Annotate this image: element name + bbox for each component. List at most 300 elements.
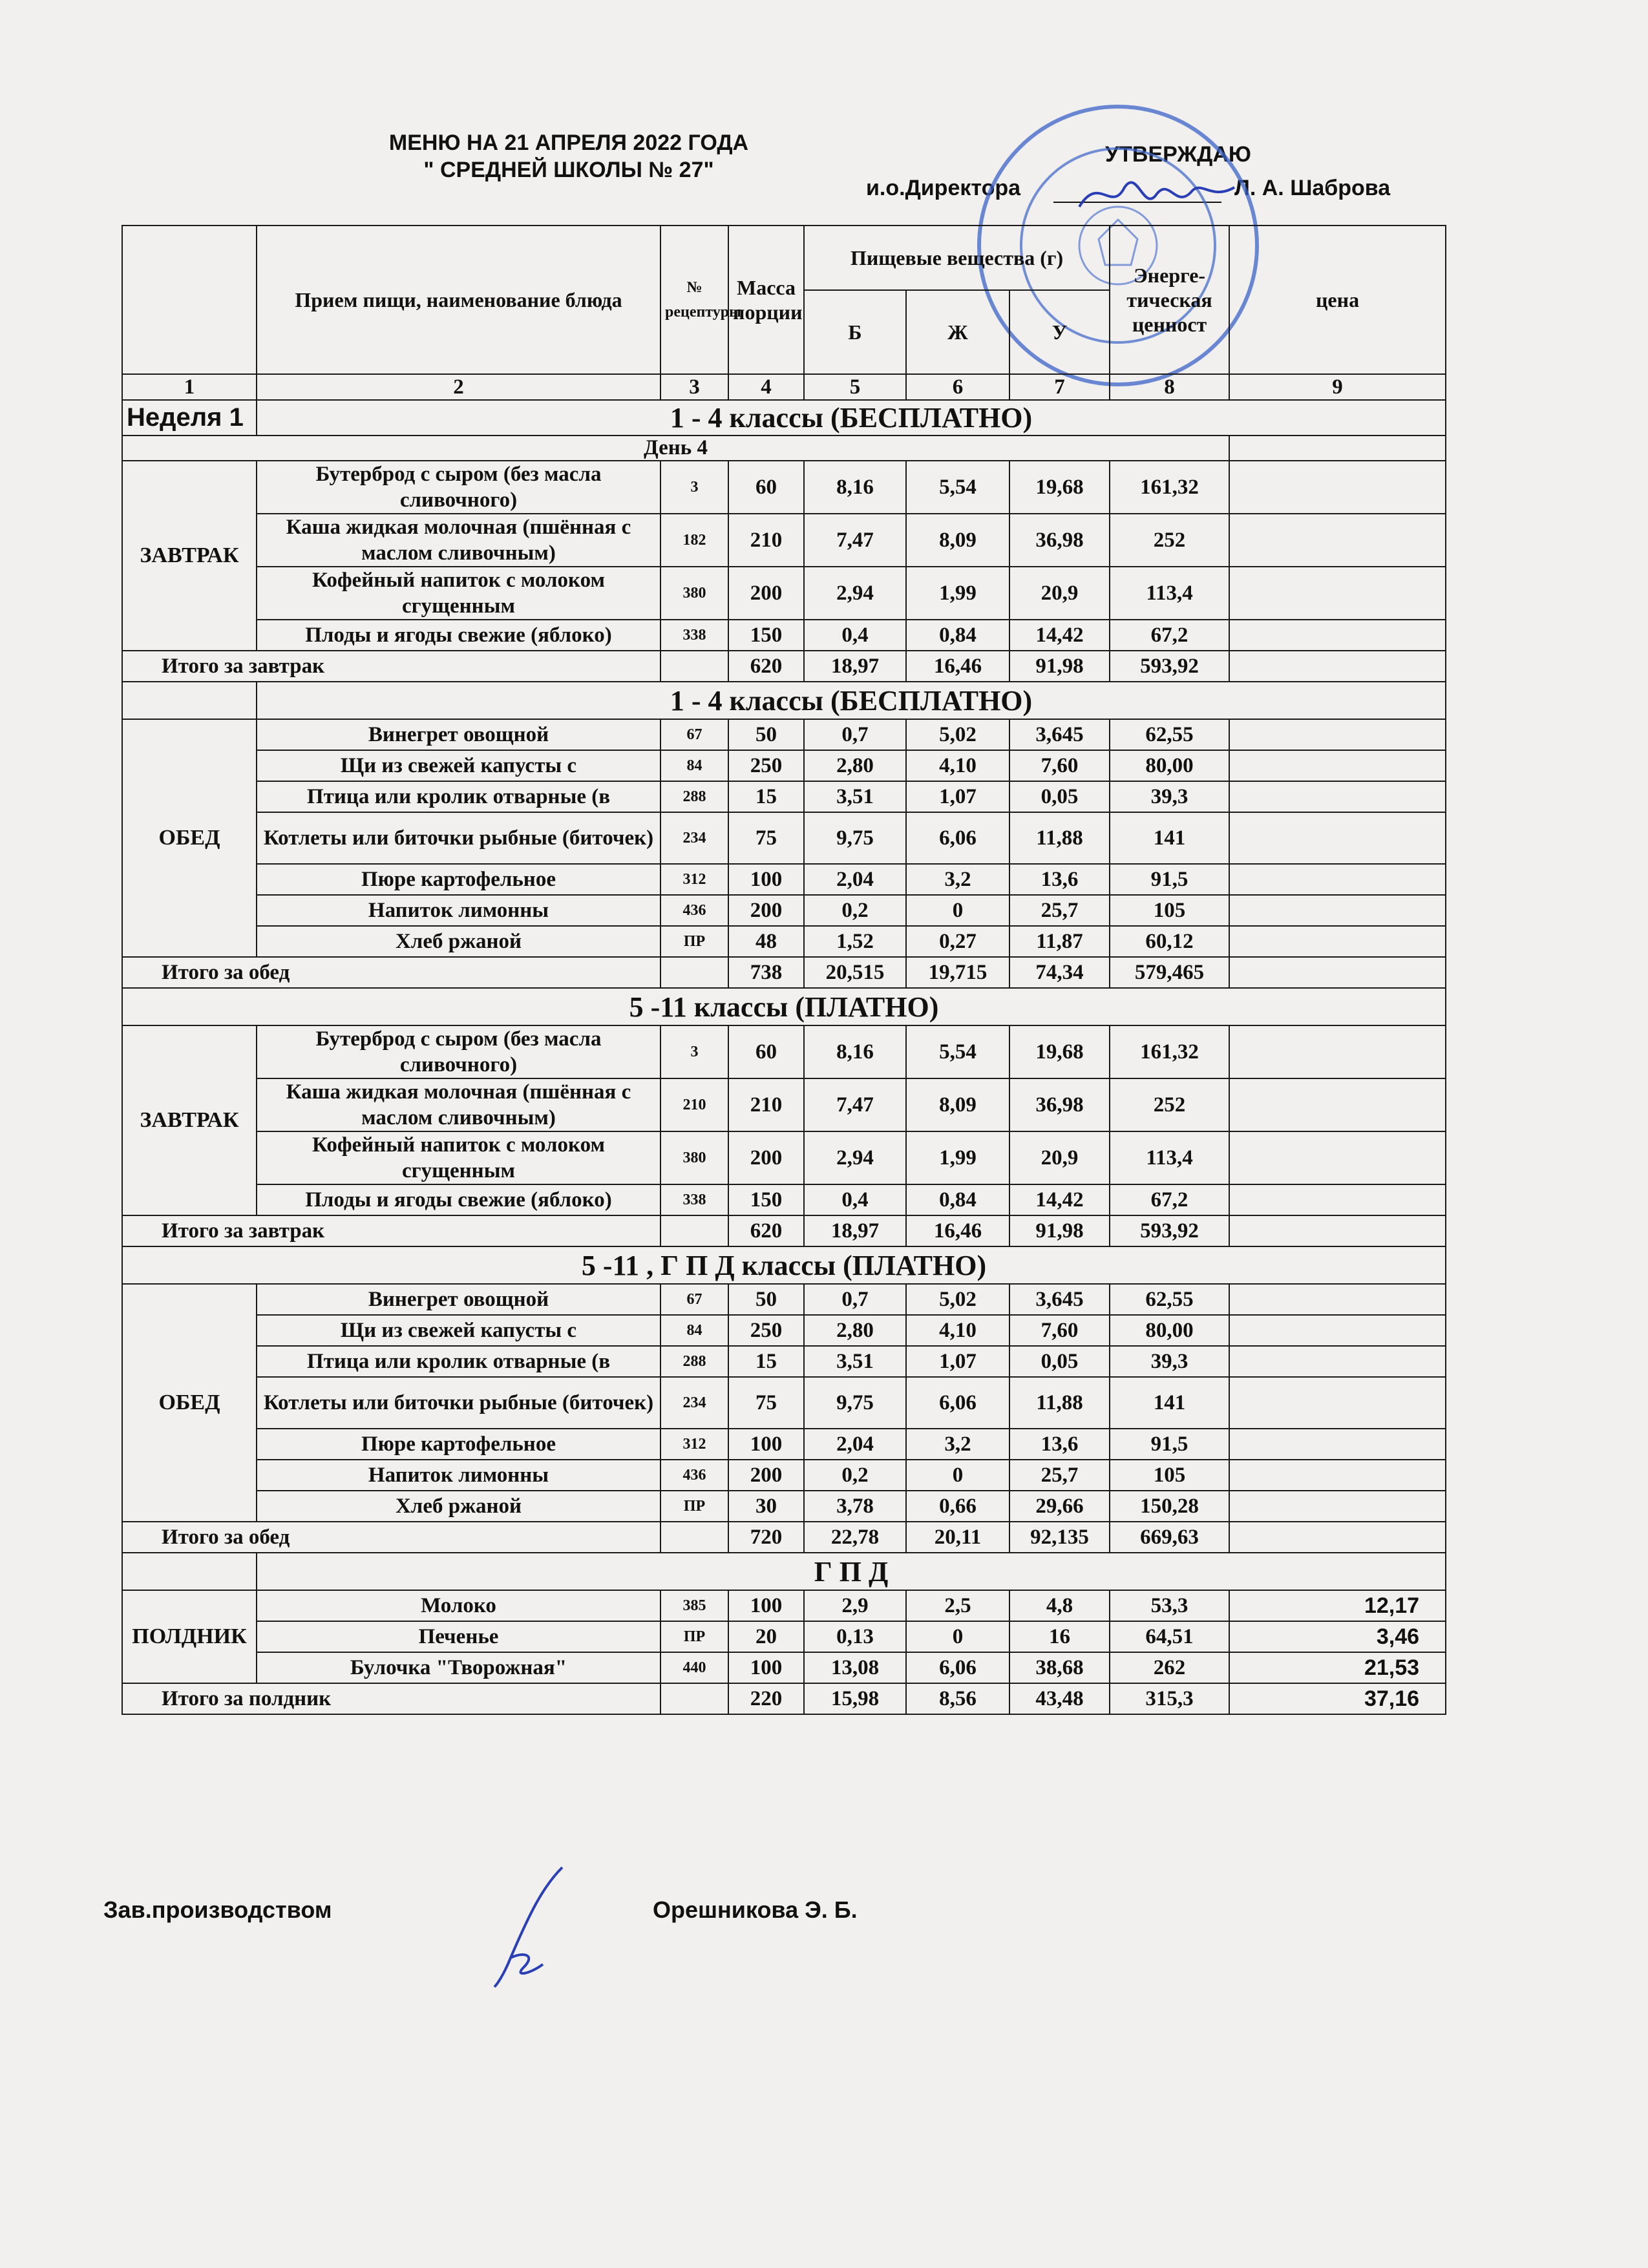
column-number: 7 [1009,374,1110,400]
total-u: 91,98 [1009,1215,1110,1246]
value-u: 14,42 [1009,1184,1110,1215]
price-value: 21,53 [1229,1652,1446,1683]
value-zh: 0,27 [906,926,1009,957]
value-zh: 5,02 [906,719,1009,750]
value-zh: 8,09 [906,1078,1009,1131]
value-zh: 4,10 [906,750,1009,781]
value-mass: 200 [728,1131,804,1184]
table-row [122,812,1446,864]
meal-label: ПОЛДНИК [122,1590,257,1683]
value-mass: 150 [728,620,804,651]
total-label: Итого за завтрак [122,651,660,682]
recipe-number: 210 [660,1078,728,1131]
total-label: Итого за обед [122,1522,660,1553]
dish-name: Бутерброд с сыром (без масла сливочного) [257,461,660,514]
recipe-number: 67 [660,719,728,750]
document-title [336,129,801,184]
price-empty [1229,1215,1446,1246]
recipe-number: 288 [660,1346,728,1377]
recipe-number: 338 [660,1184,728,1215]
empty-cell [122,682,257,719]
total-mass: 620 [728,1215,804,1246]
price-empty [1229,1377,1446,1429]
price-empty [1229,864,1446,895]
section-row [122,1553,1446,1590]
price-empty [1229,1429,1446,1460]
recipe-number: 67 [660,1284,728,1315]
table-row [122,1315,1446,1346]
table-row [122,1460,1446,1491]
empty-cell [660,651,728,682]
dish-name: Кофейный напиток с молоком сгущенным [257,1131,660,1184]
dish-name: Птица или кролик отварные (в [257,1346,660,1377]
value-u: 7,60 [1009,1315,1110,1346]
total-label: Итого за полдник [122,1683,660,1714]
value-mass: 200 [728,1460,804,1491]
empty-cell [1229,436,1446,461]
value-kcal: 105 [1110,1460,1229,1491]
meal-label: ОБЕД [122,1284,257,1522]
value-mass: 50 [728,1284,804,1315]
column-number: 3 [660,374,728,400]
dish-name: Щи из свежей капусты с [257,1315,660,1346]
value-kcal: 62,55 [1110,719,1229,750]
total-mass: 220 [728,1683,804,1714]
recipe-number: 3 [660,1025,728,1078]
row-header-spacer [122,226,257,374]
price-empty [1229,651,1446,682]
recipe-number: 380 [660,567,728,620]
total-zh: 19,715 [906,957,1009,988]
total-kcal: 579,465 [1110,957,1229,988]
total-zh: 16,46 [906,1215,1009,1246]
total-row [122,1683,1446,1714]
table-row [122,750,1446,781]
value-zh: 0,84 [906,1184,1009,1215]
week-label: Неделя 1 [122,400,257,436]
value-b: 1,52 [804,926,906,957]
table-row [122,926,1446,957]
value-mass: 150 [728,1184,804,1215]
value-u: 11,88 [1009,1377,1110,1429]
total-b: 18,97 [804,1215,906,1246]
value-mass: 48 [728,926,804,957]
dish-name: Булочка "Творожная" [257,1652,660,1683]
dish-name: Винегрет овощной [257,719,660,750]
value-kcal: 67,2 [1110,620,1229,651]
total-mass: 620 [728,651,804,682]
table-row [122,1184,1446,1215]
value-mass: 60 [728,1025,804,1078]
value-b: 2,04 [804,1429,906,1460]
table-row [122,1429,1446,1460]
recipe-number: 338 [660,620,728,651]
day-row [122,436,1446,461]
value-mass: 20 [728,1621,804,1652]
value-zh: 0 [906,1621,1009,1652]
value-kcal: 91,5 [1110,1429,1229,1460]
total-kcal: 315,3 [1110,1683,1229,1714]
value-b: 0,7 [804,1284,906,1315]
table-row [122,1131,1446,1184]
col-dish-header: Прием пищи, наименование блюда [257,226,660,374]
value-kcal: 64,51 [1110,1621,1229,1652]
dish-name: Печенье [257,1621,660,1652]
dish-name: Каша жидкая молочная (пшённая с маслом сливочным) [257,514,660,567]
price-empty [1229,926,1446,957]
dish-name: Плоды и ягоды свежие (яблоко) [257,620,660,651]
empty-cell [660,1683,728,1714]
value-u: 0,05 [1009,1346,1110,1377]
total-mass: 738 [728,957,804,988]
table-row [122,1491,1446,1522]
value-zh: 4,10 [906,1315,1009,1346]
value-u: 14,42 [1009,620,1110,651]
col-energy-header: Энерге-тическая ценност [1110,226,1229,374]
price-empty [1229,1025,1446,1078]
price-empty [1229,1491,1446,1522]
value-mass: 210 [728,514,804,567]
col-nutrients-header: Пищевые вещества (г) [804,226,1110,290]
price-empty [1229,1131,1446,1184]
week-row [122,400,1446,436]
value-u: 29,66 [1009,1491,1110,1522]
meal-label: ЗАВТРАК [122,1025,257,1215]
value-zh: 5,54 [906,1025,1009,1078]
value-b: 0,13 [804,1621,906,1652]
director-title: и.о.Директора [866,176,1021,200]
value-b: 2,80 [804,750,906,781]
col-mass-header: Масса порции [728,226,804,374]
value-zh: 1,07 [906,781,1009,812]
empty-cell [660,1522,728,1553]
value-mass: 200 [728,895,804,926]
value-kcal: 39,3 [1110,781,1229,812]
value-kcal: 252 [1110,1078,1229,1131]
value-u: 13,6 [1009,1429,1110,1460]
total-b: 15,98 [804,1683,906,1714]
value-b: 9,75 [804,1377,906,1429]
price-empty [1229,812,1446,864]
value-kcal: 60,12 [1110,926,1229,957]
value-b: 2,04 [804,864,906,895]
table-row [122,1346,1446,1377]
price-empty [1229,1346,1446,1377]
value-kcal: 113,4 [1110,1131,1229,1184]
col-price-header: цена [1229,226,1446,374]
value-zh: 6,06 [906,812,1009,864]
price-empty [1229,1522,1446,1553]
footer-name: Орешникова Э. Б. [653,1896,858,1923]
value-mass: 15 [728,781,804,812]
table-row [122,719,1446,750]
col-zh-header: Ж [906,290,1009,374]
total-row [122,957,1446,988]
total-label: Итого за завтрак [122,1215,660,1246]
value-kcal: 150,28 [1110,1491,1229,1522]
price-value: 12,17 [1229,1590,1446,1621]
column-number: 1 [122,374,257,400]
value-mass: 75 [728,1377,804,1429]
total-b: 18,97 [804,651,906,682]
dish-name: Котлеты или биточки рыбные (биточек) [257,812,660,864]
value-zh: 6,06 [906,1652,1009,1683]
price-empty [1229,567,1446,620]
dish-name: Щи из свежей капусты с [257,750,660,781]
total-u: 91,98 [1009,651,1110,682]
recipe-number: 440 [660,1652,728,1683]
value-zh: 1,07 [906,1346,1009,1377]
col-b-header: Б [804,290,906,374]
value-kcal: 141 [1110,1377,1229,1429]
table-row [122,620,1446,651]
section-heading: Г П Д [257,1553,1446,1590]
value-mass: 75 [728,812,804,864]
total-b: 20,515 [804,957,906,988]
value-u: 25,7 [1009,1460,1110,1491]
value-u: 4,8 [1009,1590,1110,1621]
column-number: 5 [804,374,906,400]
value-b: 2,80 [804,1315,906,1346]
footer-position: Зав.производством [103,1896,332,1923]
value-u: 36,98 [1009,1078,1110,1131]
price-empty [1229,514,1446,567]
dish-name: Винегрет овощной [257,1284,660,1315]
title-line-2: " СРЕДНЕЙ ШКОЛЫ № 27" [423,158,714,182]
table-row [122,1621,1446,1652]
dish-name: Напиток лимонны [257,895,660,926]
value-zh: 0,66 [906,1491,1009,1522]
value-zh: 2,5 [906,1590,1009,1621]
value-kcal: 80,00 [1110,750,1229,781]
value-u: 7,60 [1009,750,1110,781]
table-row [122,1284,1446,1315]
column-number: 9 [1229,374,1446,400]
table-row [122,1590,1446,1621]
value-mass: 210 [728,1078,804,1131]
value-zh: 1,99 [906,567,1009,620]
value-mass: 100 [728,1590,804,1621]
dish-name: Каша жидкая молочная (пшённая с маслом сливочным) [257,1078,660,1131]
value-kcal: 252 [1110,514,1229,567]
title-line-1: МЕНЮ НА 21 АПРЕЛЯ 2022 ГОДА [388,131,749,155]
col-u-header: У [1009,290,1110,374]
value-mass: 250 [728,750,804,781]
value-mass: 15 [728,1346,804,1377]
column-number: 4 [728,374,804,400]
value-mass: 100 [728,1652,804,1683]
value-b: 8,16 [804,461,906,514]
recipe-number: 234 [660,812,728,864]
dish-name: Хлеб ржаной [257,926,660,957]
value-mass: 50 [728,719,804,750]
total-row [122,651,1446,682]
value-zh: 5,54 [906,461,1009,514]
value-b: 2,94 [804,1131,906,1184]
section-heading: 5 -11 классы (ПЛАТНО) [122,988,1446,1025]
value-b: 13,08 [804,1652,906,1683]
meal-label: ЗАВТРАК [122,461,257,651]
column-numbers-row [122,374,1446,400]
column-number: 2 [257,374,660,400]
value-mass: 30 [728,1491,804,1522]
header-row [122,226,1446,290]
approve-label: УТВЕРЖДАЮ [1105,142,1251,167]
value-kcal: 67,2 [1110,1184,1229,1215]
recipe-number: 312 [660,1429,728,1460]
value-u: 20,9 [1009,567,1110,620]
dish-name: Птица или кролик отварные (в [257,781,660,812]
empty-cell [660,957,728,988]
recipe-number: 385 [660,1590,728,1621]
section-row [122,988,1446,1025]
section-row [122,682,1446,719]
price-empty [1229,620,1446,651]
dish-name: Котлеты или биточки рыбные (биточек) [257,1377,660,1429]
dish-name: Бутерброд с сыром (без масла сливочного) [257,1025,660,1078]
table-row [122,864,1446,895]
dish-name: Кофейный напиток с молоком сгущенным [257,567,660,620]
value-u: 19,68 [1009,461,1110,514]
total-mass: 720 [728,1522,804,1553]
total-kcal: 593,92 [1110,651,1229,682]
meal-label: ОБЕД [122,719,257,957]
price-empty [1229,1078,1446,1131]
section-heading: 1 - 4 классы (БЕСПЛАТНО) [257,400,1446,436]
manager-signature-icon [485,1861,575,1990]
total-u: 92,135 [1009,1522,1110,1553]
column-number: 6 [906,374,1009,400]
dish-name: Хлеб ржаной [257,1491,660,1522]
recipe-number: 182 [660,514,728,567]
director-signature-icon [1073,162,1241,226]
empty-cell [122,1553,257,1590]
total-zh: 20,11 [906,1522,1009,1553]
value-zh: 1,99 [906,1131,1009,1184]
value-kcal: 161,32 [1110,1025,1229,1078]
dish-name: Пюре картофельное [257,864,660,895]
value-b: 9,75 [804,812,906,864]
table-row [122,1652,1446,1683]
value-zh: 8,09 [906,514,1009,567]
section-heading: 1 - 4 классы (БЕСПЛАТНО) [257,682,1446,719]
recipe-number: 84 [660,1315,728,1346]
value-b: 0,2 [804,1460,906,1491]
value-zh: 3,2 [906,1429,1009,1460]
value-u: 36,98 [1009,514,1110,567]
total-zh: 16,46 [906,651,1009,682]
price-empty [1229,1284,1446,1315]
price-empty [1229,461,1446,514]
value-u: 16 [1009,1621,1110,1652]
value-u: 11,87 [1009,926,1110,957]
recipe-number: 312 [660,864,728,895]
recipe-number: 436 [660,895,728,926]
table-row [122,781,1446,812]
dish-name: Пюре картофельное [257,1429,660,1460]
column-number: 8 [1110,374,1229,400]
total-zh: 8,56 [906,1683,1009,1714]
value-u: 19,68 [1009,1025,1110,1078]
recipe-number: 288 [660,781,728,812]
recipe-number: ПР [660,1621,728,1652]
day-label: День 4 [122,436,1229,461]
value-u: 25,7 [1009,895,1110,926]
value-u: 20,9 [1009,1131,1110,1184]
value-zh: 0 [906,895,1009,926]
value-b: 0,7 [804,719,906,750]
value-kcal: 91,5 [1110,864,1229,895]
recipe-number: 84 [660,750,728,781]
total-label: Итого за обед [122,957,660,988]
price-empty [1229,781,1446,812]
price-empty [1229,957,1446,988]
dish-name: Молоко [257,1590,660,1621]
value-b: 3,51 [804,781,906,812]
value-kcal: 161,32 [1110,461,1229,514]
menu-table [121,225,1446,1715]
value-b: 2,94 [804,567,906,620]
recipe-number: ПР [660,1491,728,1522]
recipe-number: 436 [660,1460,728,1491]
value-u: 0,05 [1009,781,1110,812]
table-row [122,895,1446,926]
price-empty [1229,719,1446,750]
value-b: 7,47 [804,1078,906,1131]
price-value: 3,46 [1229,1621,1446,1652]
price-empty [1229,750,1446,781]
total-price: 37,16 [1229,1683,1446,1714]
recipe-number: ПР [660,926,728,957]
dish-name: Плоды и ягоды свежие (яблоко) [257,1184,660,1215]
value-b: 7,47 [804,514,906,567]
value-kcal: 262 [1110,1652,1229,1683]
empty-cell [660,1215,728,1246]
value-kcal: 113,4 [1110,567,1229,620]
value-b: 0,2 [804,895,906,926]
table-row [122,514,1446,567]
total-u: 43,48 [1009,1683,1110,1714]
value-b: 3,78 [804,1491,906,1522]
total-row [122,1215,1446,1246]
value-zh: 0 [906,1460,1009,1491]
value-b: 2,9 [804,1590,906,1621]
col-recipe-header: № рецептуры [660,226,728,374]
value-zh: 3,2 [906,864,1009,895]
table-row [122,461,1446,514]
value-u: 3,645 [1009,719,1110,750]
value-mass: 250 [728,1315,804,1346]
value-kcal: 39,3 [1110,1346,1229,1377]
value-b: 8,16 [804,1025,906,1078]
recipe-number: 234 [660,1377,728,1429]
total-u: 74,34 [1009,957,1110,988]
table-row [122,567,1446,620]
value-kcal: 80,00 [1110,1315,1229,1346]
table-row [122,1078,1446,1131]
value-mass: 60 [728,461,804,514]
total-kcal: 669,63 [1110,1522,1229,1553]
value-b: 3,51 [804,1346,906,1377]
value-b: 0,4 [804,620,906,651]
value-u: 11,88 [1009,812,1110,864]
total-row [122,1522,1446,1553]
price-empty [1229,1460,1446,1491]
value-b: 0,4 [804,1184,906,1215]
value-kcal: 105 [1110,895,1229,926]
total-b: 22,78 [804,1522,906,1553]
price-empty [1229,1184,1446,1215]
